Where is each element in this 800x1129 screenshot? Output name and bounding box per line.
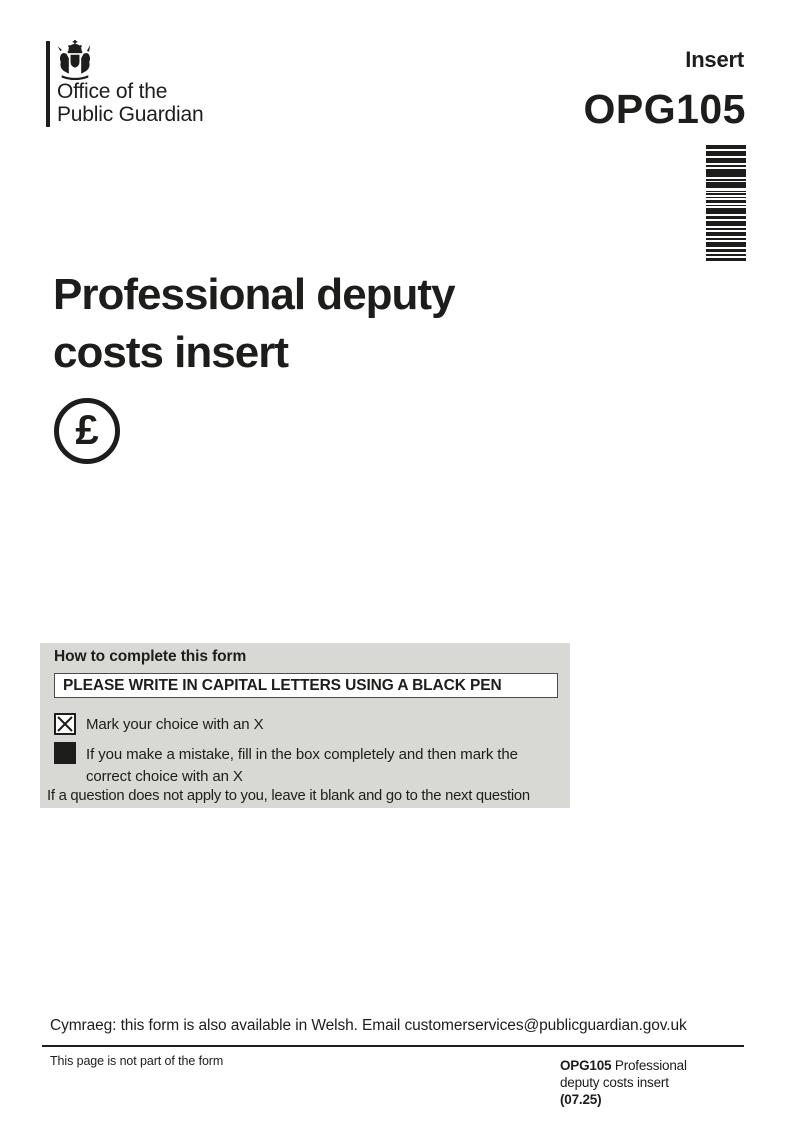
form-ref-code: OPG105 [560,1058,612,1073]
filled-checkbox-example [54,742,76,764]
page-title [53,266,455,382]
form-reference [560,1057,700,1108]
logo-divider [46,41,50,127]
howto-heading: How to complete this form [54,648,247,665]
form-ref-line2: deputy costs insert [560,1075,669,1090]
skip-instruction: If a question does not apply to you, leave it blank and go to the next question [47,788,530,804]
royal-coat-of-arms-icon [56,40,94,80]
barcode [706,145,746,261]
org-name-line1: Office of the [57,80,168,103]
x-mark-icon [57,716,73,732]
mistake-instruction-line1: If you make a mistake, fill in the box completely and then mark the [86,746,518,763]
page-title-line1: Professional deputy [53,270,455,319]
marked-checkbox-example [54,713,76,735]
org-name-line2: Public Guardian [57,103,204,126]
how-to-complete-panel [40,643,570,808]
form-code: OPG105 [583,86,746,132]
mistake-instruction [86,744,518,788]
capitals-notice-text: PLEASE WRITE IN CAPITAL LETTERS USING A BLACK PEN [63,676,502,694]
mistake-instruction-line2: correct choice with an X [86,768,243,785]
pound-symbol: £ [75,405,99,453]
form-ref-rest: Professional [611,1058,687,1073]
capitals-notice-box [54,673,558,698]
mark-instruction: Mark your choice with an X [86,716,264,733]
insert-label: Insert [685,47,744,72]
welsh-language-note: Cymraeg: this form is also available in Welsh. Email customerservices@publicguardian.gov.uk [50,1017,687,1034]
pound-circle-icon [54,398,120,464]
form-ref-version: (07.25) [560,1092,602,1107]
page-note: This page is not part of the form [50,1054,224,1068]
org-name [57,80,203,126]
footer-divider [42,1045,744,1047]
page-title-line2: costs insert [53,328,288,377]
